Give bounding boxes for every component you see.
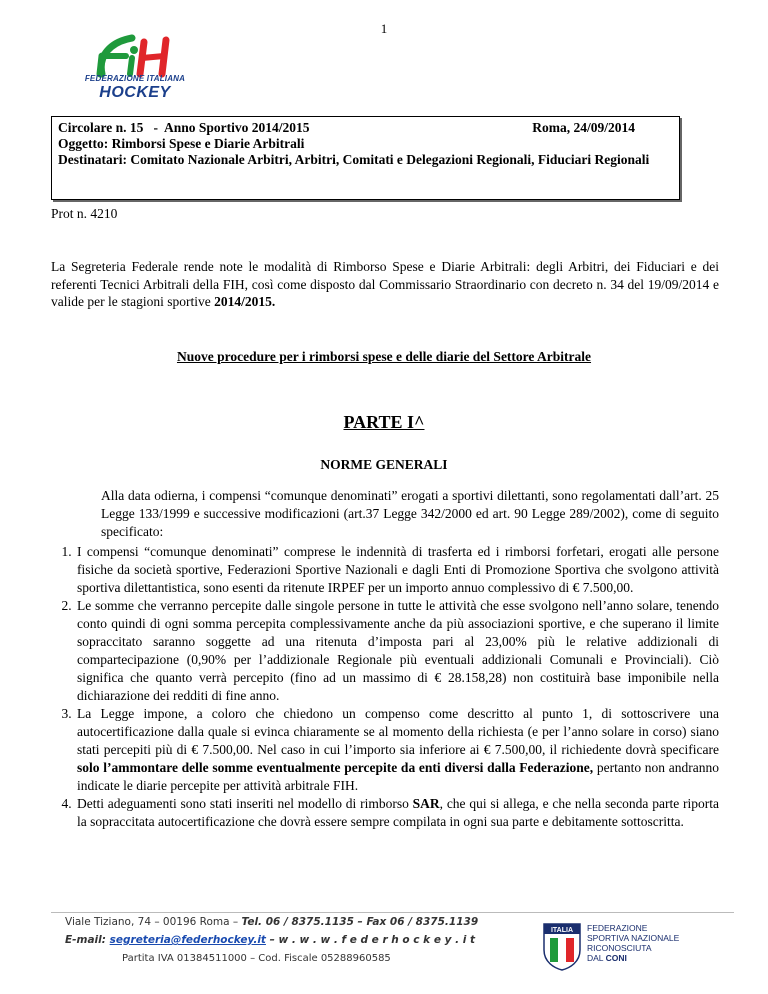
intro-text: La Segreteria Federale rende note le modalità di Rimborso Spese e Diarie Arbitrali: degli Arbitri, dei Fiduciari e dei referenti Tecnici Arbitrali della FIH, così come disposto dal Commissario Straordinario con decreto n. 34 del 19/09/2014 e valide per le stagioni sportive [51,259,719,309]
coni-line4 [587,953,679,963]
list-item-text: Le somme che verranno percepite dalle singole persone in tutte le attività che esse svolgono nell’anno solare, tenendo conto quindi di ogni somma percepita complessivamente anche da più associazioni sportive, e che superano il limite sopraccitato saranno soggette ad una ritenuta d’imposta pari al 23,00% più le relative addizionali di compartecipazione (0,90% per l’addizionale Regionale più eventuali addizionali Comunali e Provinciali). Ciò significa che quanto verrà percepito (fino ad un massimo di € 28.158,28) non costituirà base imponibile nella dichiarazione dei redditi di fine anno. [77,598,719,703]
coni-coni: CONI [605,953,627,963]
oggetto-line: Oggetto: Rimborsi Spese e Diarie Arbitrali [58,136,305,151]
norme-intro: Alla data odierna, i compensi “comunque denominati” erogati a sportivi dilettanti, sono regolamentati dall’art. 25 Legge 133/1999 e successive modificazioni (art.37 Legge 342/2000 ed art. 90 Legge 289/2002), come di seguito specificato: [101,488,719,539]
logo-federation-text: FEDERAZIONE ITALIANA [84,74,186,83]
coni-line2: SPORTIVA NAZIONALE [587,933,680,943]
circolare-title: Circolare n. 15 - Anno Sportivo 2014/2015 [58,120,310,135]
logo-hockey-text: HOCKEY [99,84,171,101]
norme-heading: NORME GENERALI [320,457,448,472]
list-item [75,543,719,597]
header-box [51,116,680,200]
circolare-date: Roma, 24/09/2014 [532,120,635,135]
section-title: Nuove procedure per i rimborsi spese e delle diarie del Settore Arbitrale [176,349,592,364]
page-number: 1 [380,21,388,36]
coni-dal: DAL [587,953,606,963]
coni-line1: FEDERAZIONE [587,923,648,933]
list-item-bold: SAR [412,796,440,811]
destinatari-line: Destinatari: Comitato Nazionale Arbitri, Arbitri, Comitati e Delegazioni Regionali, Fiduciari Regionali [58,152,650,167]
footer-contacts [65,934,475,946]
list-item [75,705,719,795]
coni-line3: RICONOSCIUTA [587,943,652,953]
footer-tax: Partita IVA 01384511000 – Cod. Fiscale 05288960585 [122,953,391,964]
list-item-text: I compensi “comunque denominati” comprese le indennità di trasferta ed i rimborsi forfetari, erogati alle persone fisiche da società sportive, Federazioni Sportive Nazionali e dagli Enti di Promozione Sportiva che svolgono attività sportiva dilettantistica, sono esenti da ritenute IRPEF per un importo annuo complessivo di € 7.500,00. [77,544,719,595]
footer-email-label: E-mail: [65,934,110,946]
list-item-text: Detti adeguamenti sono stati inseriti nel modello di rimborso [77,796,413,811]
footer-address [65,916,478,928]
footer-divider [51,912,734,913]
parte-heading: PARTE I^ [343,412,425,432]
list-item-text: pertanto non andranno indicate le diarie percepite per attività arbitrale FIH. [77,760,719,793]
footer-website[interactable]: – w . w . w . f e d e r h o c k e y . i t [265,934,476,946]
footer-phones: Tel. 06 / 8375.1135 – Fax 06 / 8375.1139 [241,916,479,928]
coni-recognition [587,923,679,963]
list-item [75,597,719,705]
protocol-number: Prot n. 4210 [51,206,118,221]
coni-badge-text: ITALIA [550,927,574,934]
list-item-bold: solo l’ammontare delle somme eventualmente percepite da enti diversi dalla Federazione, [77,760,594,775]
footer-email-link[interactable]: segreteria@federhockey.it [109,934,266,946]
intro-paragraph [51,258,719,311]
footer-address-text: Viale Tiziano, 74 – 00196 Roma – [65,916,242,928]
intro-season: 2014/2015. [214,294,276,309]
list-item-text: , che qui si allega, e che nella seconda parte riporta la sopraccitata autocertificazione che dovrà essere sempre compilata in ogni sua parte e debitamente sottoscritta. [77,796,719,829]
norme-list [51,543,719,831]
coni-shield-icon [542,922,582,972]
list-item [75,795,719,831]
list-item-text: La Legge impone, a coloro che chiedono un compenso come descritto al punto 1, di sottoscrivere una autocertificazione dalla quale si evinca chiaramente se al momento della richiesta (e per l’anno solare in corso) siano stati percepiti più di € 7.500,00. Nel caso in cui l’importo sia inferiore ai € 7.500,00, il richiedente dovrà specificare [77,706,719,757]
